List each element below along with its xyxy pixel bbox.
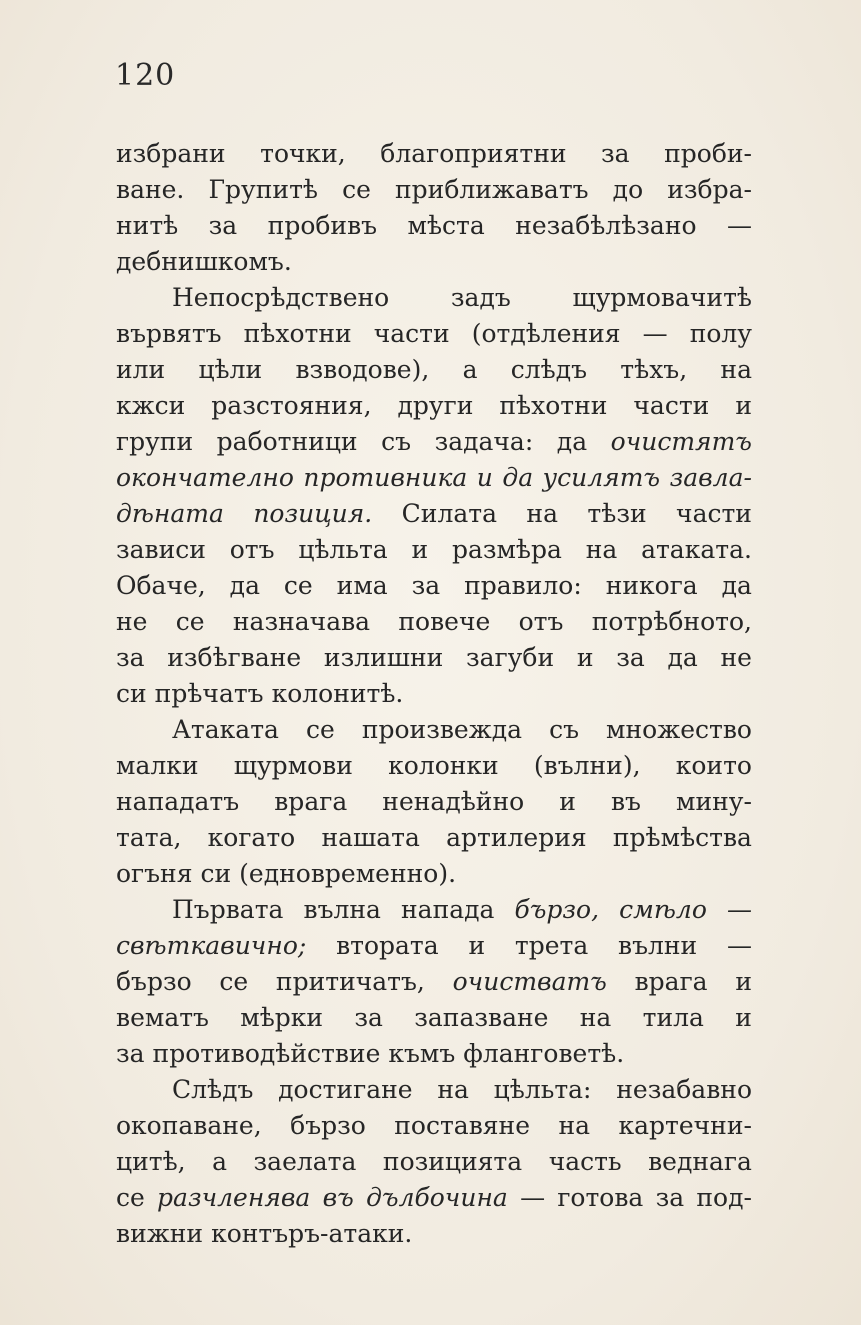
italic-word: очистятъ [610,427,752,456]
word: колонки [388,751,499,780]
text-line [116,928,752,964]
italic-word: окончателно [116,463,294,492]
word: излишни [323,643,444,672]
word: — [642,319,668,348]
italic-word: свѣткавично; [116,931,307,960]
word: взводове), [295,355,430,384]
italic-word: разчленява [157,1183,311,1212]
word: разстояния, [211,391,372,420]
text-line [116,964,752,1000]
text-line [116,1072,752,1108]
word: позицията [382,1147,523,1176]
word: цѣльта: [493,1075,592,1104]
text-line [116,568,752,604]
word: и [576,643,594,672]
word: тата, [116,823,182,852]
word: никога [605,571,698,600]
text-line [116,640,752,676]
word: или [116,355,166,384]
word: задача: [434,427,534,456]
word: слѣдъ [510,355,588,384]
italic-word: и [476,463,493,492]
word: приближаватъ [395,175,589,204]
word: фланговетѣ. [463,1039,625,1068]
word: на [437,1075,469,1104]
word: мѣста [407,211,485,240]
body-text [116,136,752,1252]
word: ненадѣйно [382,787,525,816]
word: атаката. [641,535,752,564]
word: артилерия [446,823,587,852]
text-line [116,352,752,388]
word: (отдѣления [471,319,621,348]
word: не [720,643,752,672]
word: тѣхъ, [620,355,688,384]
word: притичатъ, [275,967,425,996]
word: за [411,571,441,600]
word: нашата [321,823,420,852]
word: размѣра [451,535,562,564]
word: отъ [229,535,275,564]
word: групи [116,427,194,456]
word: а [212,1147,228,1176]
word: на [558,1111,591,1140]
word: цѣльта [298,535,388,564]
word: пѣхотни [243,319,352,348]
text-line [116,136,752,172]
italic-word: усилятъ [542,463,661,492]
word: вълни [618,931,698,960]
word: загуби [466,643,555,672]
word: си [200,859,232,888]
italic-word: дълбочина [366,1183,508,1212]
word: врага [634,967,708,996]
word: кжси [116,391,186,420]
text-line [116,208,752,244]
word: а [462,355,478,384]
text-line [116,856,752,892]
word: прѣчатъ [154,679,264,708]
word: и [468,931,486,960]
word: нитѣ [116,211,179,240]
word: си [116,679,147,708]
word: проби- [664,139,752,168]
word: бързо [116,967,192,996]
word: пѣхотни [499,391,608,420]
page-number: 120 [115,58,176,93]
word: огъня [116,859,193,888]
word: мину- [676,787,752,816]
italic-word: завла- [669,463,752,492]
word: Силата [401,499,497,528]
word: и [559,787,576,816]
word: и [735,1003,752,1032]
word: за [655,1183,685,1212]
word: части [373,319,450,348]
italic-word: — [726,895,752,924]
word: до [612,175,644,204]
word: нападатъ [116,787,240,816]
text-line [116,1036,752,1072]
word: произвежда [361,715,523,744]
word: (вълни), [533,751,641,780]
word: втората [336,931,439,960]
word: готова [557,1183,644,1212]
word: тила [642,1003,704,1032]
text-line [116,496,752,532]
word: бързо [290,1111,366,1140]
text-line [116,1000,752,1036]
italic-word: позиция. [253,499,373,528]
word: мѣрки [240,1003,324,1032]
word: окопаване, [116,1111,262,1140]
text-line [116,748,752,784]
word: не [116,607,148,636]
italic-word: противника [303,463,468,492]
word: заелата [253,1147,357,1176]
italic-word: бързо, [514,895,600,924]
word: части [633,391,710,420]
word: и [411,535,429,564]
word: на [720,355,752,384]
text-line [116,424,752,460]
word: когато [207,823,296,852]
word: задъ [450,283,511,312]
word: за [208,211,238,240]
word: прѣмѣства [612,823,752,852]
word: незабѣлѣзано [515,211,697,240]
italic-word: въ [322,1183,354,1212]
word: Обаче, [116,571,206,600]
word: трета [514,931,589,960]
word: противодѣйствие [152,1039,381,1068]
word: поставяне [394,1111,531,1140]
word: се [219,967,249,996]
word: на [585,535,618,564]
word: достигане [278,1075,413,1104]
word: избѣгване [167,643,302,672]
word: напада [401,895,495,924]
text-line [116,244,752,280]
word: картечни- [618,1111,752,1140]
word: вълна [303,895,381,924]
word: и [735,967,752,996]
word: под- [696,1183,752,1212]
word: се [283,571,313,600]
word: за [616,643,645,672]
word: да [229,571,260,600]
text-line [116,388,752,424]
word: вижни [116,1219,204,1248]
word: се [175,607,205,636]
word: Непосрѣдствено [172,283,390,312]
word: малки [116,751,199,780]
word: незабавно [616,1075,752,1104]
text-line [116,892,752,928]
word: дебнишкомъ. [116,247,292,276]
text-line [116,280,752,316]
word: — [727,211,752,240]
word: части [676,499,752,528]
text-line [116,532,752,568]
word: назначава [232,607,371,636]
word: се [342,175,371,204]
word: за [116,643,145,672]
text-line [116,820,752,856]
text-line [116,1216,752,1252]
italic-word: да [502,463,534,492]
word: Атаката [172,715,279,744]
word: запазване [414,1003,549,1032]
word: избра- [667,175,752,204]
word: цѣли [198,355,263,384]
word: избрани [116,139,226,168]
word: съ [381,427,412,456]
word: точки, [260,139,346,168]
word: да [721,571,752,600]
text-line [116,1180,752,1216]
word: потрѣбното, [591,607,752,636]
word: полу [689,319,752,348]
word: врага [274,787,348,816]
text-line [116,1108,752,1144]
word: правило: [464,571,582,600]
word: работници [216,427,358,456]
word: за [601,139,630,168]
word: за [354,1003,383,1032]
word: къмъ [388,1039,456,1068]
word: веднага [648,1147,752,1176]
word: има [336,571,388,600]
word: отъ [518,607,564,636]
word: (едновременно). [239,859,457,888]
word: повече [398,607,491,636]
text-line [116,460,752,496]
word: — [726,931,752,960]
word: да [556,427,588,456]
word: се [305,715,335,744]
word: благоприятни [380,139,567,168]
word: да [667,643,698,672]
word: — [520,1183,546,1212]
word: Слѣдъ [172,1075,254,1104]
text-line [116,784,752,820]
word: множество [606,715,752,744]
word: на [526,499,558,528]
text-line [116,172,752,208]
word: контъръ-атаки. [211,1219,413,1248]
text-line [116,316,752,352]
word: които [675,751,752,780]
word: ване. [116,175,185,204]
word: за [116,1039,145,1068]
word: съ [549,715,579,744]
word: щурмовачитѣ [572,283,752,312]
text-line [116,604,752,640]
word: колонитѣ. [271,679,404,708]
word: други [397,391,474,420]
italic-word: смѣло [619,895,707,924]
word: тѣзи [587,499,647,528]
word: Първата [172,895,284,924]
word: и [735,391,752,420]
text-line [116,712,752,748]
word: цитѣ, [116,1147,186,1176]
word: зависи [116,535,206,564]
word: се [116,1183,145,1212]
text-line [116,676,752,712]
word: Групитѣ [208,175,318,204]
word: часть [548,1147,622,1176]
word: вървятъ [116,319,222,348]
word: щурмови [233,751,353,780]
word: вематъ [116,1003,209,1032]
word: въ [610,787,641,816]
word: пробивъ [267,211,378,240]
italic-word: очистватъ [452,967,607,996]
italic-word: дѣната [116,499,224,528]
text-line [116,1144,752,1180]
word: на [579,1003,612,1032]
